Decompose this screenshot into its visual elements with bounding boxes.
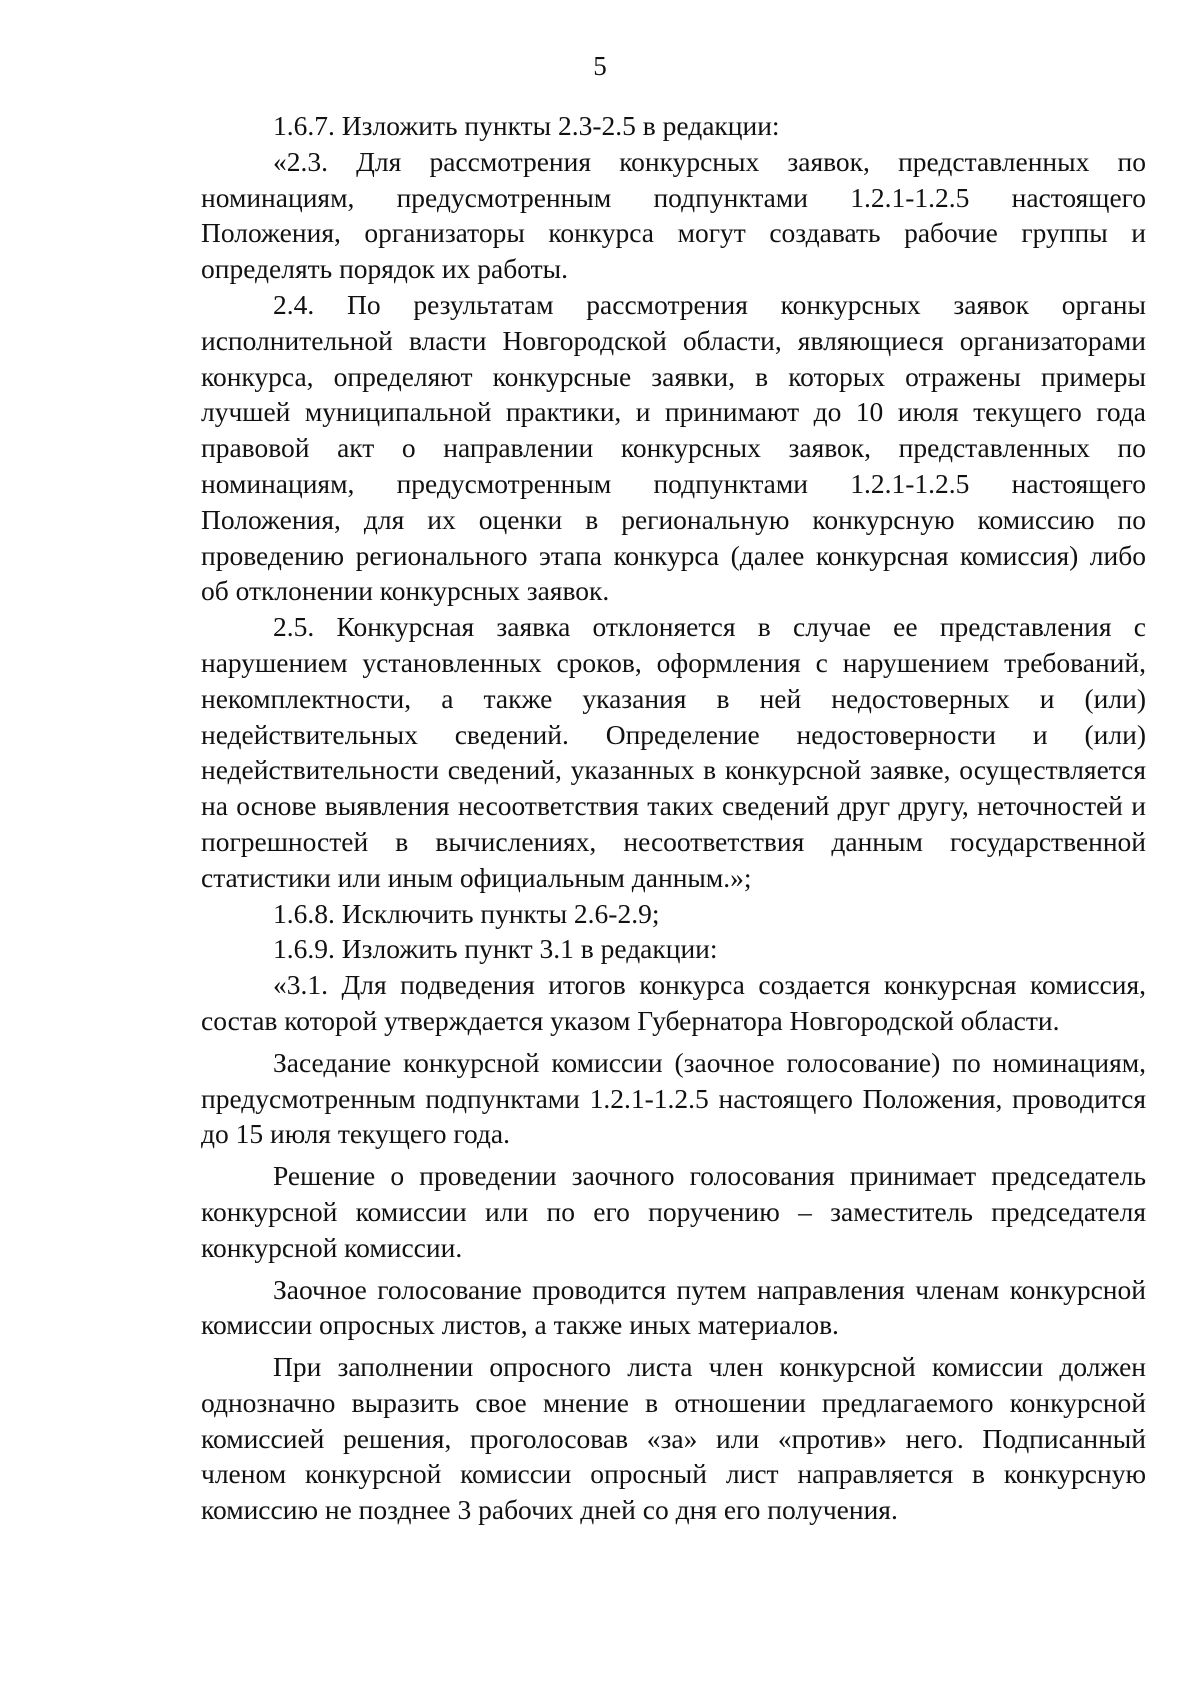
page-number: 5 [593,51,607,81]
paragraph-1-6-9: 1.6.9. Изложить пункт 3.1 в редакции: [273,933,718,965]
paragraph-2-5: 2.5. Конкурсная заявка отклоняется в случае ее представления с нарушением установленных сроков, оформления с нарушением требований, некомплектности, а также указания в ней недостоверных и (или) недействительных сведений. Определение недостоверности и (или) недействительности сведений, указанных в конкурсной заявке, осуществляется на основе выявления несоответствия таких сведений друг другу, неточностей и погрешностей в вычислениях, несоответствия данным государственной статистики или иным официальным данным.»; [201,611,1146,893]
paragraph-voting: Заочное голосование проводится путем направления членам конкурсной комиссии опросных листов, а также иных материалов. [201,1273,1146,1341]
paragraph-2-4: 2.4. По результатам рассмотрения конкурсных заявок органы исполнительной власти Новгородской области, являющиеся организаторами конкурса, определяют конкурсные заявки, в которых отражены примеры лучшей муниципальной практики, и принимают до 10 июля текущего года правовой акт о направлении конкурсных заявок, представленных по номинациям, предусмотренным подпунктами 1.2.1-1.2.5 настоящего Положения, для их оценки в региональную конкурсную комиссию по проведению регионального этапа конкурса (далее конкурсная комиссия) либо об отклонении конкурсных заявок. [201,288,1146,607]
paragraph-decision: Решение о проведении заочного голосования принимает председатель конкурсной комиссии или по его поручению – заместитель председателя конкурсной комиссии. [201,1160,1146,1263]
paragraph-1-6-8: 1.6.8. Исключить пункты 2.6-2.9; [273,897,660,929]
paragraph-1-6-7: 1.6.7. Изложить пункты 2.3-2.5 в редакции: [273,110,780,141]
paragraph-meeting: Заседание конкурсной комиссии (заочное голосование) по номинациям, предусмотренным подпунктами 1.2.1-1.2.5 настоящего Положения, проводится до 15 июля текущего года. [201,1046,1146,1150]
paragraph-questionnaire: При заполнении опросного листа член конкурсной комиссии должен однозначно выразить свое мнение в отношении предлагаемого конкурсной комиссией решения, проголосовав «за» или «против» него. Подписанный членом конкурсной комиссии опросный лист направляется в конкурсную комиссию не позднее 3 рабочих дней со дня его получения. [201,1351,1146,1526]
paragraph-3-1: «3.1. Для подведения итогов конкурса создается конкурсная комиссия, состав которой утверждается указом Губернатора Новгородской области. [201,969,1146,1036]
document-body [201,108,1146,1528]
paragraph-2-3: «2.3. Для рассмотрения конкурсных заявок, представленных по номинациям, предусмотренным подпунктами 1.2.1-1.2.5 настоящего Положения, организаторы конкурса могут создавать рабочие группы и определять порядок их работы. [201,145,1146,285]
